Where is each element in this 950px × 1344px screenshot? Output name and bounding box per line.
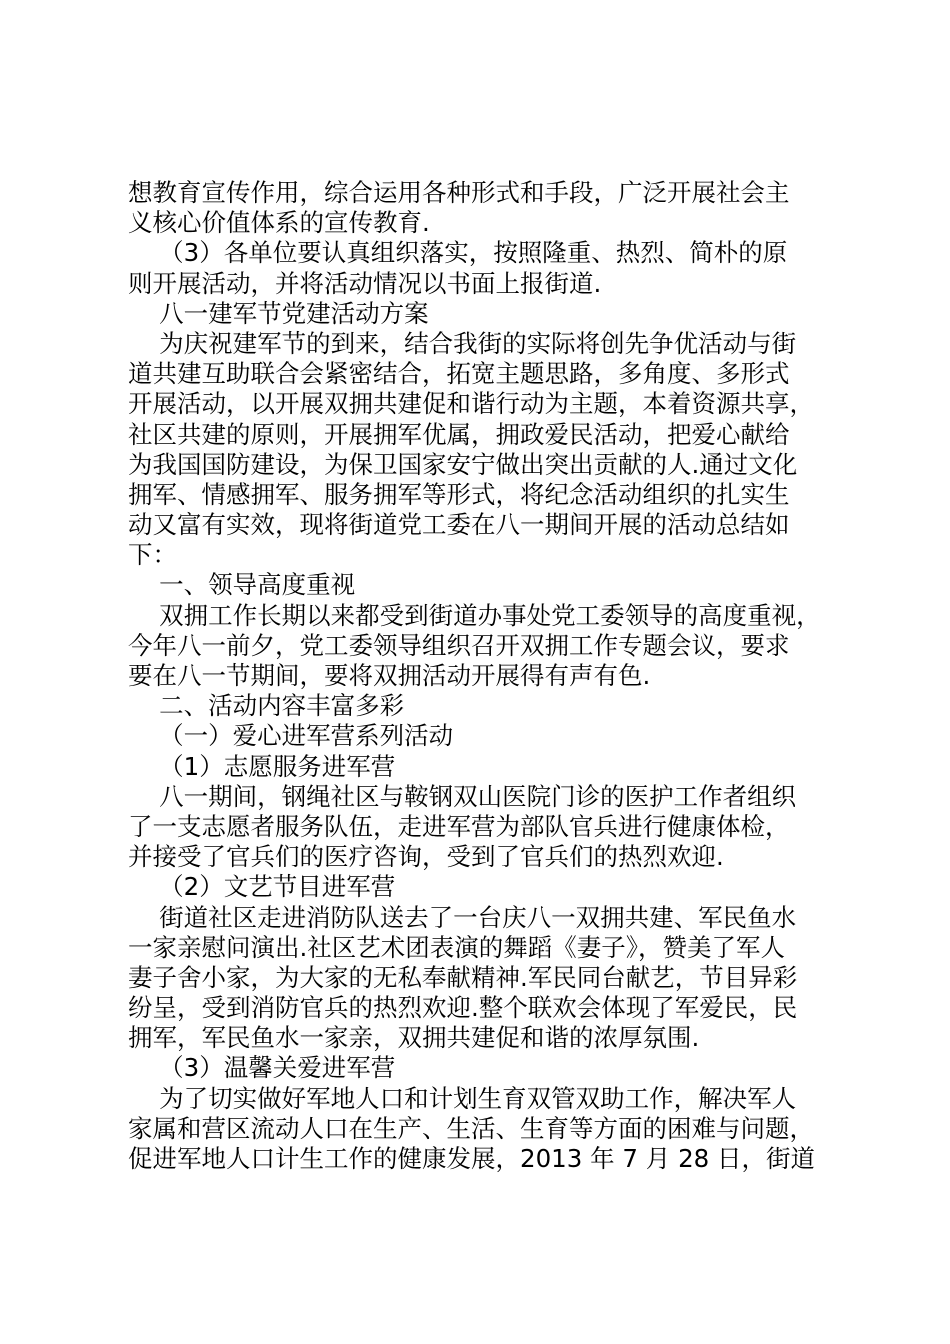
text-line: 八一建军节党建活动方案 [128,298,429,328]
text-line: 家属和营区流动人口在生产、生活、生育等方面的困难与问题， [128,1113,814,1143]
document-body [128,178,848,1174]
text-line: 并接受了官兵们的医疗咨询，受到了官兵们的热烈欢迎. [128,842,724,872]
text-line: 一、领导高度重视 [128,570,356,600]
text-line: 拥军、情感拥军、服务拥军等形式，将纪念活动组织的扎实生 [128,479,790,509]
text-line: （3）温馨关爱进军营 [128,1053,396,1083]
text-line: 道共建互助联合会紧密结合，拓宽主题思路，多角度、多形式 [128,359,790,389]
text-line: 双拥工作长期以来都受到街道办事处党工委领导的高度重视， [128,600,821,630]
text-line: 动又富有实效，现将街道党工委在八一期间开展的活动总结如 [128,510,790,540]
text-line: 社区共建的原则，开展拥军优属，拥政爱民活动，把爱心献给 [128,419,790,449]
text-line: （一）爱心进军营系列活动 [128,721,454,751]
text-line: 为我国国防建设，为保卫国家安宁做出突出贡献的人.通过文化 [128,449,798,479]
text-line: 想教育宣传作用，综合运用各种形式和手段，广泛开展社会主 [128,178,790,207]
text-line: （3）各单位要认真组织落实，按照隆重、热烈、简朴的原 [128,238,788,268]
text-line: 促进军地人口计生工作的健康发展，2013 年 7 月 28 日，街道 [128,1144,816,1173]
text-line: 一家亲慰问演出.社区艺术团表演的舞蹈《妻子》，赞美了军人 [128,932,786,962]
text-line: 为庆祝建军节的到来，结合我街的实际将创先争优活动与街 [128,328,797,358]
text-line: （1）志愿服务进军营 [128,751,396,781]
text-line: 二、活动内容丰富多彩 [128,691,405,721]
text-line: 义核心价值体系的宣传教育. [128,208,430,238]
text-line: 要在八一节期间，要将双拥活动开展得有声有色. [128,661,651,690]
text-line: 今年八一前夕，党工委领导组织召开双拥工作专题会议，要求 [128,630,790,660]
text-line: 街道社区走进消防队送去了一台庆八一双拥共建、军民鱼水 [128,902,797,932]
text-line: 开展活动，以开展双拥共建促和谐行动为主题，本着资源共享， [128,389,814,419]
text-line: 八一期间，钢绳社区与鞍钢双山医院门诊的医护工作者组织 [128,781,797,811]
text-line: 纷呈，受到消防官兵的热烈欢迎.整个联欢会体现了军爱民，民 [128,993,798,1023]
text-line: 拥军，军民鱼水一家亲，双拥共建促和谐的浓厚氛围. [128,1023,700,1053]
text-line: 下： [128,540,177,570]
text-line: 则开展活动，并将活动情况以书面上报街道. [128,268,602,298]
text-line: 为了切实做好军地人口和计划生育双管双助工作，解决军人 [128,1083,797,1113]
text-line: 妻子舍小家，为大家的无私奉献精神.军民同台献艺，节目异彩 [128,962,798,992]
text-line: （2）文艺节目进军营 [128,872,396,902]
text-line: 了一支志愿者服务队伍，走进军营为部队官兵进行健康体检， [128,811,790,841]
